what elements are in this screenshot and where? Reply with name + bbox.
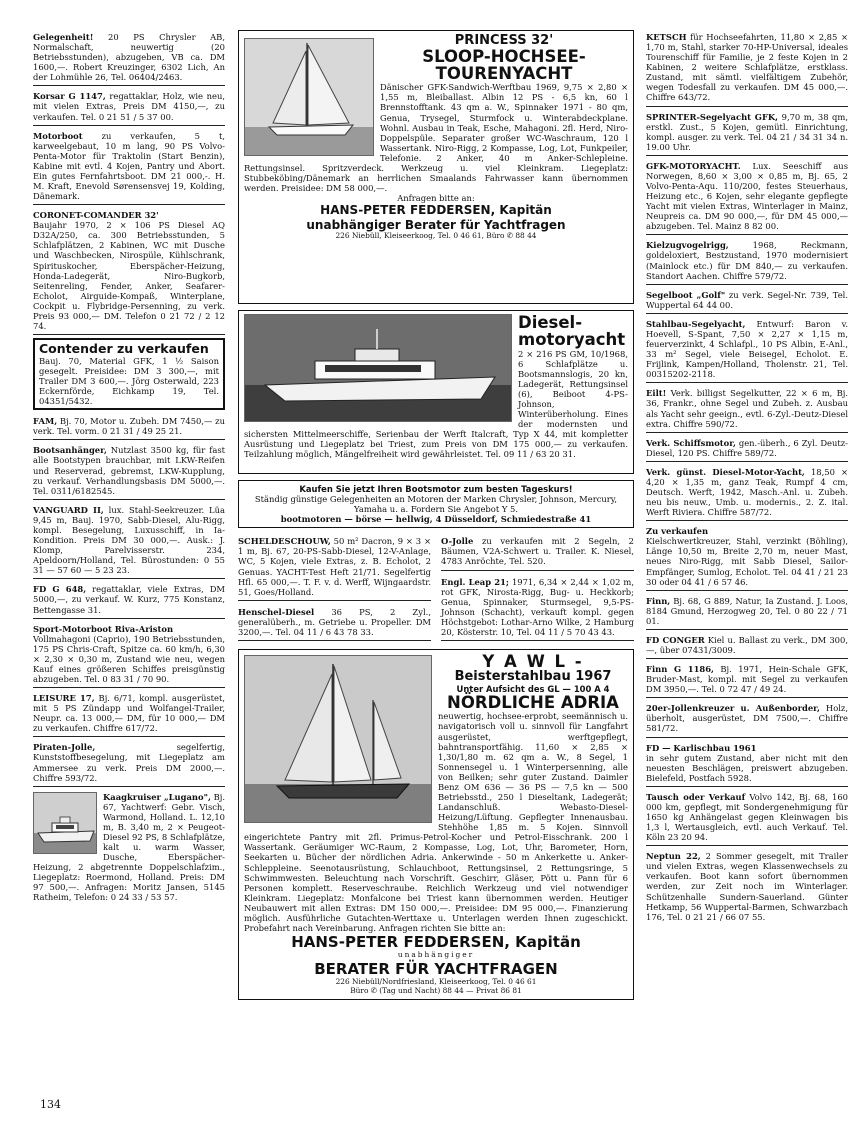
yawl-body: neuwertig, hochsee-erprobt, seemännisch u. navigatorisch voll u. sinnvoll für Langfahrt ausgerüstet, werftgepflegt, bahntransportfähig. 11,60 × 2,85 × 1,30/1,80 m. 62 qm a. W., 8 Segel, 1 Sonnensegel u. 1 Winterpersenning, alle von Beilken; sehr guter Zustand. Daimler Benz OM 636 — 36 PS — 7,5 kn — 500 Betriebsstd., 250 l Dieseltank, Ladegerät; Landanschluß. Webasto-Diesel-Heizung/Lüftung. Gepflegter Innenausbau. Stehhöhe 1,85 m. 5 Kojen. Sinnvoll eingerichtete Pantry mit 2fl. Primus-Petrol-Kocher und Petrol-Eisschrank. 200 l Wassertank. Geräumiger WC-Raum, 2 Kompasse, Log, Lot, Uhr, Barometer, Horn, Seekarten u. Bücher der nördlichen Adria. Ankerwinde - 50 m Ankerkette u. Anker-Schleppleine. Seenotausrüstung, Schlauchboot, Rettungsinsel, 2 Rettungsringe, 5 Schwimmwesten. Beleuchtung nach Vorschrift. Geschirr, Gläser, Pött u. Pann für 6 Personen komplett. Reserveschraube. Reichlich Werkzeug und viel notwendiger Kleinkram. Liegeplatz: Monfalcone bei Triest kann übernommen werden. Heutiger Neubauwert mit allen Extras: DM 150 000,—. Preisidee: DM 95 000,—. Finanzierung möglich. Ausführliche Gutachten-Werttaxe u. Unterlagen werden Ihnen zugeschickt. Probefahrt nach Vereinbarung. Anfragen richten Sie bitte an: (244, 711, 628, 933)
yawl-photo (244, 655, 432, 823)
classified-ad: Finn G 1186, Bj. 1971, Hein-Schale GFK, Bruder-Mast, kompl. mit Segel zu verkaufen DM 3950,—. Tel. 0 72 47 / 49 24. (646, 662, 848, 698)
classified-ad: SCHELDESCHOUW, 50 m² Dacron, 9 × 3 × 1 m, Bj. 67, 20-PS-Sabb-Diesel, 12-V-Anlage, WC, 5 Kojen, viele Extras, z. B. Echolot, 2 Genuas. YACHT-Test Heft 21/71. Segelfertig Hfl. 65 000,—. T. F. v. d. Werff, Wijngaardstr. 51, Goes/Holland. (238, 534, 431, 600)
classified-ad: Tausch oder Verkauf Volvo 142, Bj. 68, 160 000 km, gepflegt, mit Sondergenehmigung für 1650 kg Anhängelast gegen Kleinwagen bis 1,3 l, Wertausgleich, evtl. auch Verkauf. Tel. Köln 23 20 94. (646, 790, 848, 846)
classified-ad: O-Jolle zu verkaufen mit 2 Segeln, 2 Bäumen, V2A-Schwert u. Trailer. K. Niesel, 4783 Anröchte, Tel. 520. (441, 534, 634, 570)
bootsmotoren-body: Ständig günstige Gelegenheiten an Motoren der Marken Chrysler, Johnson, Mercury, Yamaha u. a. Fordern Sie Angebot Y 5. (254, 494, 618, 515)
bootsmotoren-ad (238, 480, 634, 528)
classified-ad: KETSCH für Hochseefahrten, 11,80 × 2,85 × 1,70 m, Stahl, starker 70-HP-Universal, ideales Tourenschiff für Familie, je 2 feste Kojen in 2 Kabinen, 2 weitere Schlafplätze, erstklass. Zustand, mit sämtl. vielfältigem Zubehör, wegen Todesfall zu verkaufen. DM 45 000,—. Chiffre 643/72. (646, 30, 848, 107)
motoryacht-photo (244, 314, 512, 422)
feddersen-name: HANS-PETER FEDDERSEN, Kapitän (320, 203, 552, 218)
classified-ad: Kielzugvogelrigg, 1968, Reckmann, goldeloxiert, Bestzustand, 1970 modernisiert (Mainlock etc.) für DM 840,— zu verkaufen. Standort Aachen. Chiffre 579/72. (646, 238, 848, 284)
contender-title: Contender zu verkaufen (39, 341, 209, 357)
motoryacht-image (245, 315, 512, 422)
mid-classifieds (238, 534, 634, 645)
diesel-motoryacht-ad (238, 310, 634, 474)
yawl-subtitle: Beisterstahlbau 1967 (454, 669, 612, 685)
classified-ad: Verk. Schiffsmotor, gen.-überh., 6 Zyl. Deutz-Diesel, 120 PS. Chiffre 589/72. (646, 436, 848, 462)
yawl-image (245, 656, 432, 823)
classified-ad: FD G 648, regattaklar, viele Extras, DM 5000,—, zu verkauf. W. Kurz, 775 Konstanz, Bettengasse 31. (33, 582, 225, 618)
classified-ad: GFK-MOTORYACHT. Lux. Seeschiff aus Norwegen, 8,60 × 3,00 × 0,85 m, Bj. 65, 2 Volvo-Penta-Aqu. 110/200, festes Steuerhaus, Heizung etc., 6 Kojen, sehr elegante gepflegte Yacht mit vielen Extras, Winterlager in Mainz, Neupreis ca. DM 90 000,—, für DM 45 000,— abzugeben. Tel. Mainz 8 82 00. (646, 159, 848, 236)
feddersen-phone: Büro ✆ (Tag und Nacht) 88 44 — Privat 86 81 (350, 985, 522, 995)
sailboat-photo (244, 38, 374, 156)
classified-ad: Motorboot zu verkaufen, 5 t, karweelgebaut, 10 m lang, 90 PS Volvo-Penta-Motor für Traktolin (Start Benzin), Kabine mit evtl. 4 Kojen, Pantry und Abort. Ein gutes Fernfahrtsboot. DM 21 000,-. H. M. Kraft, Enevold Sørensensvej 19, Kolding, Dänemark. (33, 129, 225, 206)
contender-body: Bauj. 70, Material GFK, 1 ½ Saison gesegelt. Preisidee: DM 3 300,—, mit Trailer DM 3 600,—. Jörg Osterwald, 223 Eckernförde, Eichkamp 19, Tel. 04351/5432. (39, 355, 219, 407)
bootsmotoren-signature: bootmotoren — börse — hellwig, 4 Düsseldorf, Schmiedestraße 41 (280, 514, 592, 525)
classified-ad: Verk. günst. Diesel-Motor-Yacht, 18,50 × 4,20 × 1,35 m, ganz Teak, Rumpf 4 cm, Deutsch. Werft, 1942, Masch.-Anl. u. Zubeh. neu bis neuw., Umb. u. modernis., 2. Z. ital. Werft Riviera. Chiffre 587/72. (646, 465, 848, 521)
feddersen-unabhaengiger: unabhängiger (397, 950, 475, 960)
classified-ad: VANGUARD II, lux. Stahl-Seekreuzer. Lüa 9,45 m, Bauj. 1970, Sabb-Diesel, Alu-Rigg, kompl. Besegelung, Luxusschiff, in Ia-Kondition. Preis DM 30 000,—. Ausk.: J. Klomp, Parelvisserstr. 234, Apeldoorn/Holland, Tel. Bürostunden: 0 55 31 — 57 60 — 5 23 23. (33, 503, 225, 580)
bootsmotoren-title: Kaufen Sie jetzt Ihren Bootsmotor zum besten Tageskurs! (299, 484, 573, 494)
contender-ad (33, 338, 225, 410)
classified-ad: Korsar G 1147, regattaklar, Holz, wie neu, mit vielen Extras, Preis DM 4150,—, zu verkaufen. Tel. 0 21 51 / 5 37 00. (33, 89, 225, 125)
princess-subtitle: SLOOP-HOCHSEE-TOURENYACHT (422, 46, 586, 83)
classified-ad: FD — Karlischbau 1961 in sehr gutem Zustand, aber nicht mit den neuesten Beschlägen, preiswert abzugeben. Bielefeld, Postfach 5928. (646, 741, 848, 787)
classified-ad: FD CONGER Kiel u. Ballast zu verk., DM 300,—, über 07431/3009. (646, 633, 848, 659)
classified-ad: Bootsanhänger, Nutzlast 3500 kg, für fast alle Bootstypen brauchbar, mit LKW-Reifen und Reserverad, gebremst, LKW-Kupplung, zu verkauf. Verhandlungsbasis DM 5000,—. Tel. 0311/6182545. (33, 443, 225, 499)
column-middle (238, 30, 634, 1006)
lugano-ad: Kaagkruiser „Lugano", Bj. 67, Yachtwerf: Gebr. Visch, Warmond, Holland. L. 12,10 m, B. 3,40 m, 2 × Peugeot-Diesel 92 PS, 8 Schlafplätze, kalt u. warm Wasser, Dusche, Eberspächer-Heizung, 2 abgetrennte Doppelschlafzim., Liegeplatz: Roermond, Holland. Preis: DM 97 500,—. Anfragen: Moritz Jansen, 5145 Ratheim, Telefon: 0 24 33 / 53 57. (33, 791, 225, 903)
classified-ad: Zu verkaufen Kielschwertkreuzer, Stahl, verzinkt (Böhling), Länge 10,50 m, Breite 2,70 m, neuer Mast, neues Niro-Rigg, mit Sabb Diesel, Sailor-Empfänger, Sumlog, Echolot. Tel. 04 41 / 21 23 30 oder 04 41 / 6 57 46. (646, 524, 848, 590)
feddersen-role: BERATER FÜR YACHTFRAGEN (314, 959, 558, 978)
sailboat-image (245, 39, 374, 156)
princess-title: PRINCESS 32' (454, 33, 554, 48)
diesel-title: Diesel- (518, 313, 583, 332)
classified-ad: Sport-Motorboot Riva-Ariston Vollmahagoni (Caprio), 190 Betriebsstunden, 175 PS Chris-Craft, Spitze ca. 60 km/h, 6,30 × 2,30 × 0,30 m, Zustand wie neu, wegen Kauf eines größeren Schiffes preisgünstig abzugeben. Tel. 0 83 31 / 70 90. (33, 622, 225, 688)
motor-cruiser-image (34, 793, 97, 854)
column-left (33, 30, 225, 909)
yawl-region: NÖRDLICHE ADRIA (447, 693, 619, 713)
classified-ad: FAM, Bj. 70, Motor u. Zubeh. DM 7450,— zu verk. Tel. vorm. 0 21 31 / 49 25 21. (33, 414, 225, 440)
classified-ad: LEISURE 17, Bj. 6/71, kompl. ausgerüstet, mit 5 PS Zündapp und Wolfangel-Trailer, Neupr. ca. 13 000,— DM, für 10 000,— DM zu verkaufen. Chiffre 617/72. (33, 691, 225, 737)
classified-ad: Segelboot „Golf" zu verk. Segel-Nr. 739, Tel. Wuppertal 64 44 00. (646, 288, 848, 314)
diesel-body: 2 × 216 PS GM, 10/1968, 6 Schlafplätze u. Bootsmannslogis, 20 kn, Ladegerät, Rettungsinsel (6), Beiboot 4-PS-Johnson, Winterüberholung. Eines der modernsten und sichersten Mittelmeerschiffe, Serienbau der Werft Italcraft, Typ X 44, mit kompletter Ausrüstung und Liegeplatz bei Triest, zum Preis von DM 175 000,— zu verkaufen. Teilzahlung möglich, Mängelfreiheit wird gewährleistet. Tel. 09 11 / 63 20 31. (244, 348, 628, 460)
princess-body: Dänischer GFK-Sandwich-Werftbau 1969, 9,75 × 2,80 × 1,55 m, Bleiballast. Albin 12 PS - 6,5 kn, 60 l Brennstofftank. 43 qm a. W., Spinnaker 1971 - 80 qm, Genua, Trysegel, Sturmfock u. Winterabdeckplane. Wohnl. Ausbau in Teak, Esche, Mahagoni. 2fl. Herd, Niro-Doppelspüle. Separater großer WC-Waschraum, 120 l Wassertank. Niro-Rigg, 2 Kompasse, Log, Lot, Funkpeiler, Telefonie. 2 Anker, 40 m Anker-Schlepleine. Rettungsinsel. Spritzverdeck. Werkzeug u. viel Kleinkram. Liegeplatz: Stubbeköbing/Dänemark an herrlichen Smaalands Fahrwasser kann übernommen werden. Preisidee: DM 58 000,—. (244, 82, 628, 194)
princess-ask: Anfragen bitte an: (397, 193, 475, 204)
feddersen-name: HANS-PETER FEDDERSEN, Kapitän (291, 933, 581, 952)
yawl-ad (238, 649, 634, 1000)
motor-cruiser-photo (33, 792, 97, 854)
classified-ad: Piraten-Jolle, segelfertig, Kunststoffbesegelung, mit Liegeplatz am Ammersee zu verk. Preis DM 2000,—. Chiffre 593/72. (33, 740, 225, 786)
feddersen-role: unabhängiger Berater für Yachtfragen (306, 217, 566, 232)
classified-ad: Finn, Bj. 68, G 889, Natur, Ia Zustand. J. Loos, 8184 Gmund, Herzogweg 20, Tel. 0 80 22 / 71 01. (646, 594, 848, 630)
classified-ad: Eilt! Verk. billigst Segelkutter, 22 × 6 m, Bj. 36, Frankr., ohne Segel und Zubeh. z. Ausbau als Yacht sehr geeign., evtl. 6-Zyl.-Deutz-Diesel extra. Chiffre 590/72. (646, 386, 848, 432)
yawl-classification: Unter Aufsicht des GL — 100 A 4 (456, 683, 610, 694)
diesel-subtitle: motoryacht (518, 330, 626, 350)
classified-ad: Stahlbau-Segelyacht, Entwurf: Baron v. Hoevell, S-Spant, 7,50 × 2,27 × 1,15 m, feuerverzinkt, 4 Schlafpl., 10 PS Albin, E-Anl., 33 m² Segel, viele Beisegel, Echolot. E. Frijlink, Kampen/Holland, Tholenstr. 21, Tel. 00315202-2118. (646, 317, 848, 383)
classified-ad: Henschel-Diesel 36 PS, 2 Zyl., generalüberh., m. Getriebe u. Propeller. DM 3200,—. Tel. 04 11 / 6 43 78 33. (238, 605, 431, 641)
classified-ad: SPRINTER-Segelyacht GFK, 9,70 m, 38 qm, erstkl. Zust., 5 Kojen, gemütl. Einrichtung, kompl. ausger. zu verk. Tel. 04 21 / 34 31 34 n. 19.00 Uhr. (646, 110, 848, 156)
classified-ad: 20er-Jollenkreuzer u. Außenborder, Holz, überholt, ausgerüstet, DM 7500,—. Chiffre 581/72. (646, 701, 848, 737)
classified-ad: Gelegenheit! 20 PS Chrysler AB, Normalschaft, neuwertig (20 Betriebsstunden), abzugeben, VB ca. DM 1600,—. Robert Kreuzinger, 6302 Lich, An der Lohmühle 26, Tel. 06404/2463. (33, 30, 225, 86)
classified-ad: Engl. Leap 21; 1971, 6,34 × 2,44 × 1,02 m, rot GFK, Nirosta-Rigg, Bug- u. Heckkorb; Genua, Spinnaker, Sturmsegel, 9,5-PS-Johnson (Schacht), verkauft kompl. gegen Höchstgebot: Lothar-Arno Wilke, 2 Hamburg 20, Kösterstr. 10, Tel. 04 11 / 5 70 43 43. (441, 575, 634, 641)
feddersen-address: 226 Niebüll, Kleiseerkoog, Tel. 0 46 61, Büro ✆ 88 44 (335, 230, 537, 240)
feddersen-address: 226 Niebüll/Nordfriesland, Kleiseerkoog, Tel. 0 46 61 (335, 976, 537, 986)
page-number: 134 (40, 1098, 61, 1111)
princess-ad (238, 30, 634, 304)
column-right (646, 30, 848, 928)
classified-ad: CORONET-COMANDER 32' Baujahr 1970, 2 × 106 PS Diesel AQ D32A/250, ca. 300 Betriebsstunden, 5 Schlafplätzen, 2 Kabinen, WC mit Dusche und Waschbecken, Nirospüle, Kühlschrank, Spirituskocher, Eberspächer-Heizung, Honda-Ladegerät, Niro-Bugkorb, Seitenreling, Fender, Anker, Seafarer-Echolot, Airguide-Kompaß, Winterplane, Cockpit u. Flybridge-Persenning, zu verk. Preis 93 000,— DM. Telefon 0 21 72 / 2 12 74. (33, 208, 225, 335)
yawl-title: Y A W L - (482, 652, 584, 672)
classified-ad: Neptun 22, 2 Sommer gesegelt, mit Trailer und vielen Extras, wegen Klassenwechsels zu verkaufen. Boot kann sofort übernommen werden, zur Zeit noch im Winterlager. Schützenhalle Sundern-Sauerland. Günter Hetkamp, 56 Wuppertal-Barmen, Schwarzbach 176, Tel. 0 21 21 / 66 07 55. (646, 851, 848, 922)
